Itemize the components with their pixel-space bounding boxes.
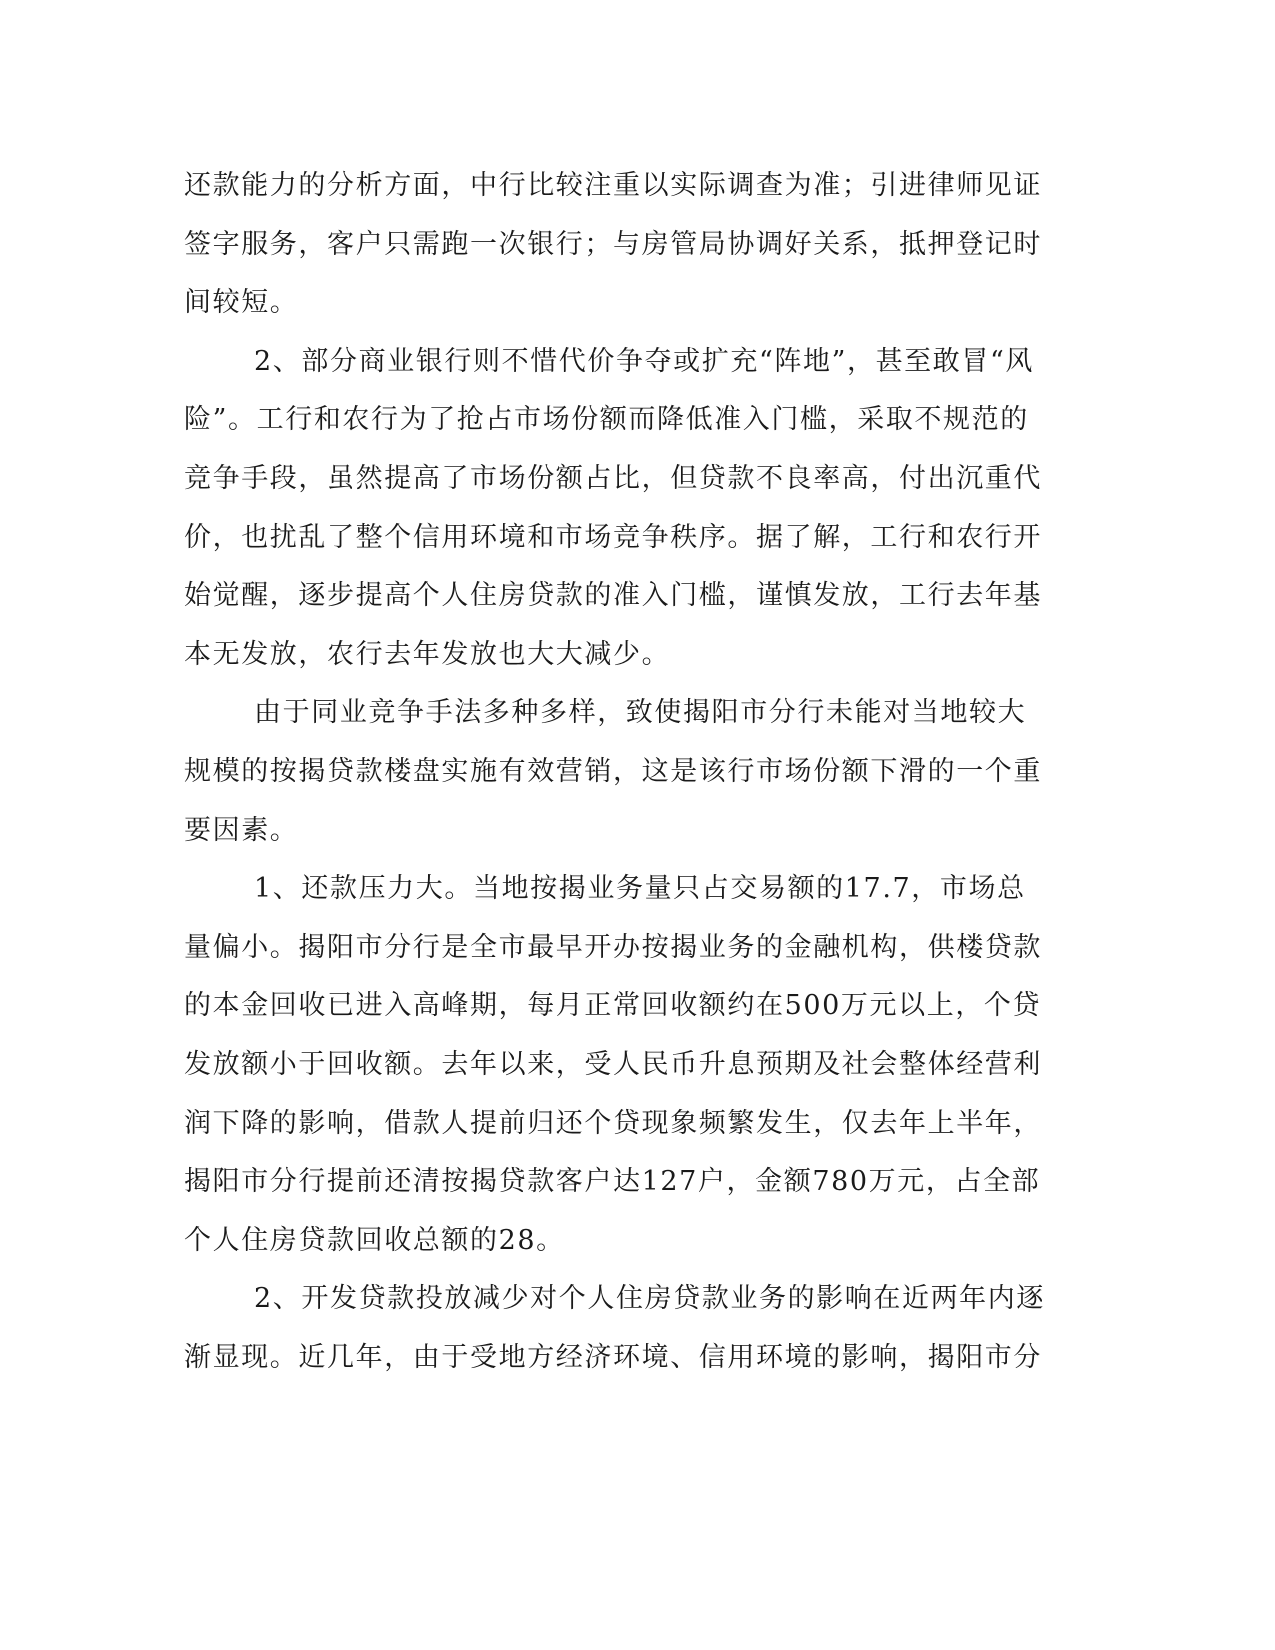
document-body bbox=[184, 157, 1054, 1387]
paragraph-5: 2、开发贷款投放减少对个人住房贷款业务的影响在近两年内逐渐显现。近几年，由于受地方经济环境、信用环境的影响，揭阳市分 bbox=[184, 1283, 1045, 1373]
paragraph-2: 2、部分商业银行则不惜代价争夺或扩充“阵地”，甚至敢冒“风险”。工行和农行为了抢占市场份额而降低准入门槛，采取不规范的竞争手段，虽然提高了市场份额占比，但贷款不良率高，付出沉重代价，也扰乱了整个信用环境和市场竞争秩序。据了解，工行和农行开始觉醒，逐步提高个人住房贷款的准入门槛，谨慎发放，工行去年基本无发放，农行去年发放也大大减少。 bbox=[184, 345, 1042, 670]
paragraph-4: 1、还款压力大。当地按揭业务量只占交易额的17.7，市场总量偏小。揭阳市分行是全市最早开办按揭业务的金融机构，供楼贷款的本金回收已进入高峰期，每月正常回收额约在500万元以上，个贷发放额小于回收额。去年以来，受人民币升息预期及社会整体经营利润下降的影响，借款人提前归还个贷现象频繁发生，仅去年上半年，揭阳市分行提前还清按揭贷款客户达127户，金额780万元，占全部个人住房贷款回收总额的28。 bbox=[184, 873, 1042, 1256]
paragraph-1: 还款能力的分析方面，中行比较注重以实际调查为准；引进律师见证签字服务，客户只需跑一次银行；与房管局协调好关系，抵押登记时间较短。 bbox=[184, 170, 1042, 319]
paragraph-3: 由于同业竞争手法多种多样，致使揭阳市分行未能对当地较大规模的按揭贷款楼盘实施有效营销，这是该行市场份额下滑的一个重要因素。 bbox=[184, 697, 1042, 846]
